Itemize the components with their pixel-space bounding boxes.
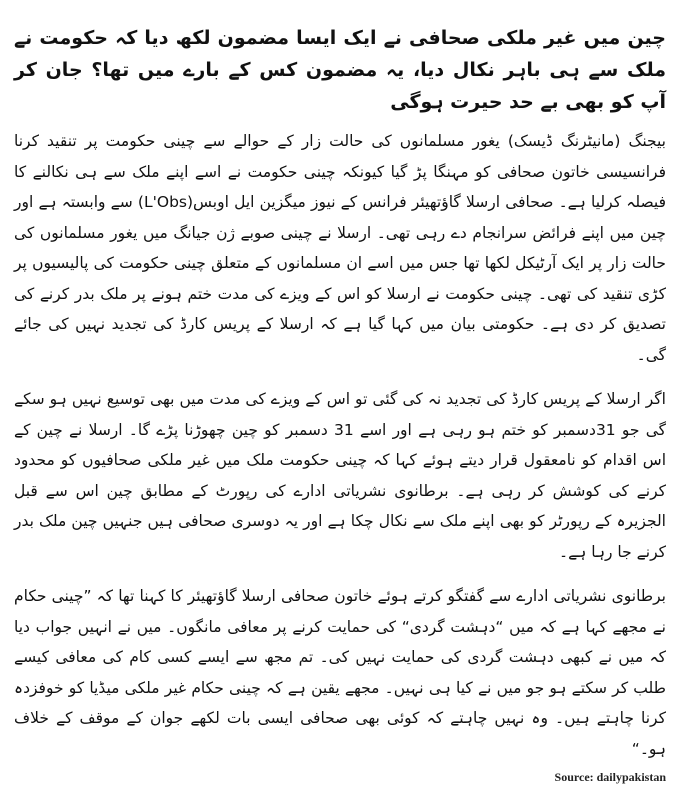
article-headline: چین میں غیر ملکی صحافی نے ایک ایسا مضمون لکھ دیا کہ حکومت نے ملک سے ہی باہر نکال دیا، یہ مضمون کس کے بارے میں تھا؟ جان کر آپ کو بھی بے حد حیرت ہوگی	[14, 27, 666, 113]
source-credit: Source: dailypakistan	[554, 770, 666, 784]
article-paragraph-3: برطانوی نشریاتی ادارے سے گفتگو کرتے ہوئے خاتون صحافی ارسلا گاﺅتھیئر کا کہنا تھا کہ ”چینی حکام نے مجھے کہا ہے کہ میں “دہشت گردی“ کی حمایت کرنے پر معافی مانگوں۔ میں نے انہیں جواب دیا کہ میں نے کبھی دہشت گردی کی حمایت نہیں کی۔ تم مجھ سے ایسے کسی کام کی معافی کیسے طلب کر سکتے ہو جو میں نے کیا ہی نہیں۔ مجھے یقین ہے کہ چینی حکام غیر ملکی میڈیا کو خوفزدہ کرنا چاہتے ہیں۔ وہ نہیں چاہتے کہ کوئی بھی صحافی ایسی بات لکھے جوان کے موقف کے خلاف ہو۔“	[14, 587, 666, 758]
article	[14, 22, 666, 764]
article-paragraph-2: اگر ارسلا کے پریس کارڈ کی تجدید نہ کی گئی تو اس کے ویزے کی مدت میں بھی توسیع نہیں ہو سکے گی جو 31دسمبر کو ختم ہو رہی ہے اور اسے 31 دسمبر کو چین چھوڑنا پڑے گا۔ ارسلا نے چین کے اس اقدام کو نامعقول قرار دیتے ہوئے کہا کہ چینی حکومت ملک میں غیر ملکی صحافیوں کو محدود کرنے کی کوشش کر رہی ہے۔ برطانوی نشریاتی ادارے کی رپورٹ کے مطابق چین اس سے قبل الجزیرہ کے رپورٹر کو بھی اپنے ملک سے نکال چکا ہے اور یہ دوسری صحافی ہیں جنہیں چین ملک بدر کرنے جا رہا ہے۔	[14, 390, 666, 561]
article-paragraph-1: بیجنگ (مانیٹرنگ ڈیسک) یغور مسلمانوں کی حالت زار کے حوالے سے چینی حکومت پر تنقید کرنا فرانسیسی خاتون صحافی کو مہنگا پڑ گیا کیونکہ چینی حکومت نے اسے اپنے ملک سے ہی نکالنے کا فیصلہ کرلیا ہے۔ صحافی ارسلا گاﺅتھیئر فرانس کے نیوز میگزین ایل اوبس(L'Obs) سے وابستہ ہے اور چین میں اپنے فرائض سرانجام دے رہی تھی۔ ارسلا نے چینی صوبے ژن جیانگ میں یغور مسلمانوں کی حالت زار پر ایک آرٹیکل لکھا تھا جس میں اسے ان مسلمانوں کے متعلق چینی حکومت کی پالیسیوں پر کڑی تنقید کی تھی۔ چینی حکومت نے ارسلا کو اس کے ویزے کی مدت ختم ہونے پر ملک بدر کرنے کی تصدیق کر دی ہے۔ حکومتی بیان میں کہا گیا ہے کہ ارسلا کے پریس کارڈ کی تجدید نہیں کی جائے گی۔	[14, 132, 666, 364]
